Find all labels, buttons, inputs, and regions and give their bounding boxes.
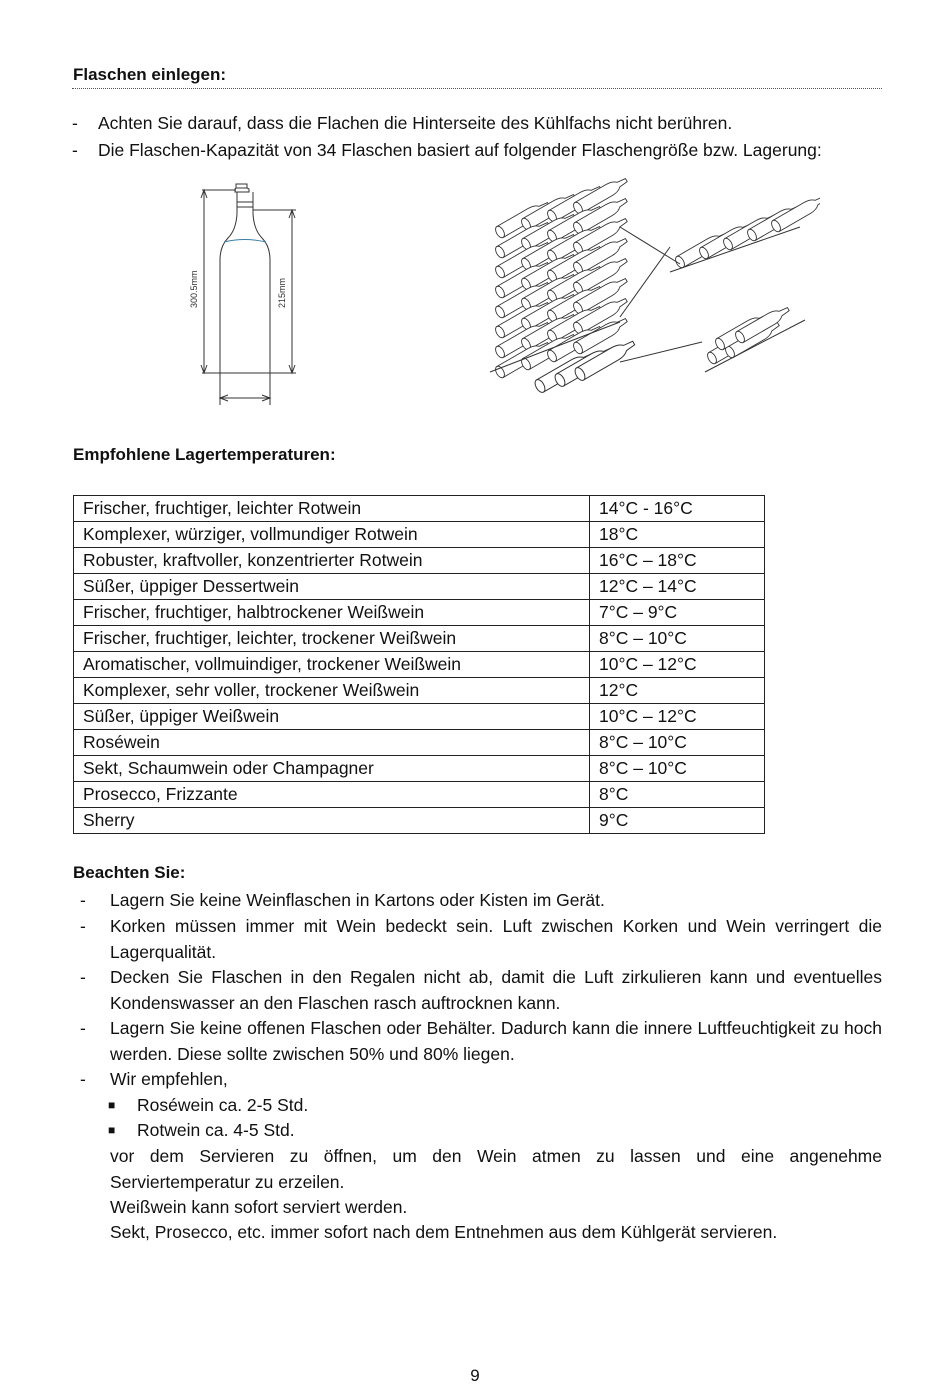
temperature-cell: 9°C [590,808,765,834]
dimension-body-label: 215mm [277,277,287,308]
wine-type-cell: Komplexer, würziger, vollmundiger Rotwein [74,522,590,548]
dash-marker: - [80,1018,86,1038]
closing-paragraph: vor dem Servieren zu öffnen, um den Wein atmen zu lassen und eine angenehme Serviertemperatur zu erzeilen. [110,1146,882,1192]
temperature-cell: 10°C – 12°C [590,704,765,730]
bottle-stacking-illustration [480,172,820,422]
note-text: Lagern Sie keine Weinflaschen in Kartons oder Kisten im Gerät. [110,890,605,910]
dash-marker: - [80,916,86,936]
table-row [74,496,765,522]
table-row [74,522,765,548]
temperature-cell: 8°C [590,782,765,808]
temperature-table [73,495,765,834]
temperature-cell: 16°C – 18°C [590,548,765,574]
table-row [74,808,765,834]
dash-marker: - [80,890,86,910]
table-row [74,756,765,782]
wine-type-cell: Prosecco, Frizzante [74,782,590,808]
dash-marker: - [72,113,78,133]
table-row [74,548,765,574]
dash-marker: - [80,967,86,987]
note-item [72,913,882,965]
wine-type-cell: Sekt, Schaumwein oder Champagner [74,756,590,782]
heading-lagertemperaturen: Empfohlene Lagertemperaturen: [73,445,336,464]
wine-type-cell: Süßer, üppiger Dessertwein [74,574,590,600]
closing-line: Sekt, Prosecco, etc. immer sofort nach dem Entnehmen aus dem Kühlgerät servieren. [110,1222,778,1242]
note-text: Lagern Sie keine offenen Flaschen oder Behälter. Dadurch kann die innere Luftfeuchtigkeit zu hoch werden. Diese sollte zwischen 50% und 80% liegen. [110,1018,882,1064]
wine-type-cell: Frischer, fruchtiger, halbtrockener Weißwein [74,600,590,626]
square-bullet-icon: ■ [108,1098,116,1112]
temperature-cell: 18°C [590,522,765,548]
heading-divider [72,88,882,89]
note-text: Korken müssen immer mit Wein bedeckt sein. Luft zwischen Korken und Wein verringert die Lagerqualität. [110,916,882,962]
table-row [74,626,765,652]
temperature-cell: 14°C - 16°C [590,496,765,522]
note-item [72,964,882,1016]
wine-type-cell: Frischer, fruchtiger, leichter Rotwein [74,496,590,522]
table-row [74,782,765,808]
wine-type-cell: Komplexer, sehr voller, trockener Weißwein [74,678,590,704]
temperature-cell: 8°C – 10°C [590,730,765,756]
table-row [74,600,765,626]
temperature-cell: 10°C – 12°C [590,652,765,678]
note-item [72,1066,882,1092]
sub-item-text: Roséwein ca. 2-5 Std. [137,1095,309,1115]
table-row [74,704,765,730]
wine-type-cell: Süßer, üppiger Weißwein [74,704,590,730]
table-row [74,678,765,704]
wine-type-cell: Robuster, kraftvoller, konzentrierter Rotwein [74,548,590,574]
note-item [72,1015,882,1067]
wine-type-cell: Sherry [74,808,590,834]
dash-marker: - [80,1069,86,1089]
bottle-dimension-drawing [180,180,310,410]
note-text: Decken Sie Flaschen in den Regalen nicht ab, damit die Luft zirkulieren kann und eventuelles Kondenswasser an den Flaschen rasch auftrocknen kann. [110,967,882,1013]
bullet-text: Die Flaschen-Kapazität von 34 Flaschen basiert auf folgender Flaschengröße bzw. Lagerung: [98,140,822,160]
note-text: Wir empfehlen, [110,1069,228,1089]
temperature-cell: 7°C – 9°C [590,600,765,626]
sub-item-text: Rotwein ca. 4-5 Std. [137,1120,295,1140]
table-row [74,730,765,756]
temperature-cell: 12°C – 14°C [590,574,765,600]
wine-type-cell: Roséwein [74,730,590,756]
dash-marker: - [72,140,78,160]
bullet-text: Achten Sie darauf, dass die Flachen die Hinterseite des Kühlfachs nicht berühren. [98,113,733,133]
heading-beachten-sie: Beachten Sie: [73,863,186,882]
wine-type-cell: Frischer, fruchtiger, leichter, trockener Weißwein [74,626,590,652]
square-bullet-icon: ■ [108,1123,116,1137]
heading-flaschen-einlegen: Flaschen einlegen: [73,65,227,84]
page-number: 9 [470,1366,480,1385]
temperature-cell: 8°C – 10°C [590,626,765,652]
dimension-total-label: 300.5mm [189,270,199,308]
temperature-cell: 12°C [590,678,765,704]
wine-type-cell: Aromatischer, vollmuindiger, trockener Weißwein [74,652,590,678]
table-row [74,574,765,600]
note-item [72,887,882,913]
temperature-cell: 8°C – 10°C [590,756,765,782]
table-row [74,652,765,678]
closing-line: Weißwein kann sofort serviert werden. [110,1197,408,1217]
